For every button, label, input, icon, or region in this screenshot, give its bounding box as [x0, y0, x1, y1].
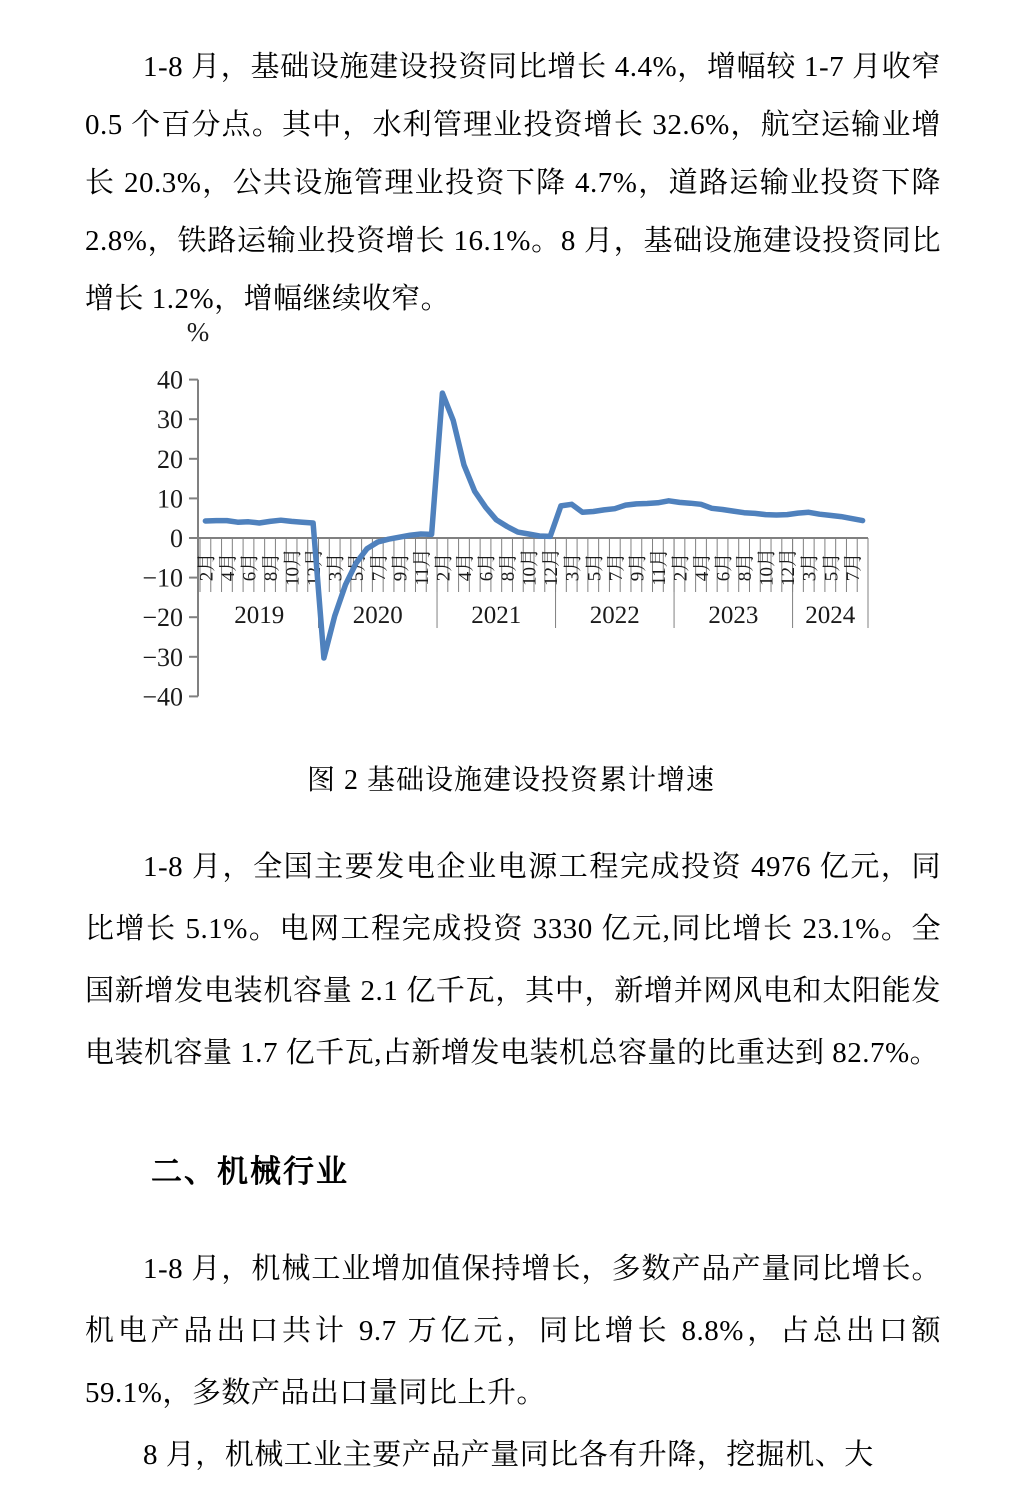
figure-caption: 图 2 基础设施建设投资累计增速 — [306, 765, 715, 796]
section-heading-machinery: 二、机械行业 — [151, 1154, 349, 1189]
svg-text:9月: 9月 — [390, 552, 412, 582]
svg-text:8月: 8月 — [261, 552, 283, 582]
svg-text:30: 30 — [157, 405, 183, 435]
svg-text:11月: 11月 — [648, 548, 670, 586]
svg-text:6月: 6月 — [239, 552, 261, 582]
svg-text:−20: −20 — [142, 603, 183, 633]
svg-text:10月: 10月 — [756, 547, 778, 587]
svg-text:5月: 5月 — [347, 552, 369, 582]
svg-text:12月: 12月 — [778, 547, 800, 587]
svg-text:0: 0 — [170, 524, 183, 553]
svg-text:6月: 6月 — [476, 552, 498, 582]
svg-text:5月: 5月 — [821, 552, 843, 582]
svg-text:−40: −40 — [142, 682, 183, 712]
svg-text:2月: 2月 — [196, 552, 218, 582]
svg-text:5月: 5月 — [584, 552, 606, 582]
svg-text:4月: 4月 — [692, 552, 713, 582]
svg-text:20: 20 — [157, 444, 183, 474]
svg-text:2022: 2022 — [589, 602, 640, 629]
svg-text:12月: 12月 — [304, 547, 326, 587]
svg-text:3月: 3月 — [799, 552, 821, 582]
svg-text:2023: 2023 — [708, 602, 759, 629]
svg-text:10: 10 — [157, 484, 183, 514]
svg-text:2024: 2024 — [805, 602, 856, 629]
svg-text:10月: 10月 — [282, 547, 304, 587]
svg-text:2019: 2019 — [234, 602, 285, 629]
svg-text:10月: 10月 — [519, 547, 541, 587]
svg-text:11月: 11月 — [411, 548, 433, 586]
svg-text:8月: 8月 — [498, 552, 520, 582]
svg-text:2月: 2月 — [670, 552, 692, 582]
paragraph-machinery-overview: 1-8 月，机械工业增加值保持增长，多数产品产量同比增长。机电产品出口共计 9.7 万亿元，同比增长 8.8%，占总出口额 59.1%，多数产品出口量同比上升。 — [85, 1253, 941, 1409]
paragraph-infrastructure-investment: 1-8 月，基础设施建设投资同比增长 4.4%，增幅较 1-7 月收窄 0.5 个百分点。其中，水利管理业投资增长 32.6%，航空运输业增长 20.3%，公共设施管理业投资下降 4.7%，道路运输业投资下降 2.8%，铁路运输业投资增长 16.1%。8 月，基础设施建设投资同比增长 1.2%，增幅继续收窄。 — [85, 51, 941, 315]
paragraph-power-investment: 1-8 月，全国主要发电企业电源工程完成投资 4976 亿元，同比增长 5.1%。电网工程完成投资 3330 亿元,同比增长 23.1%。全国新增发电装机容量 2.1 亿千瓦，其中，新增并网风电和太阳能发电装机容量 1.7 亿千瓦,占新增发电装机总容量的比重达到 82.7%。 — [85, 851, 941, 1069]
svg-text:2月: 2月 — [433, 552, 455, 582]
line-chart-svg — [130, 300, 890, 715]
svg-text:9月: 9月 — [627, 552, 649, 582]
paragraph-machinery-products: 8 月，机械工业主要产品产量同比各有升降，挖掘机、大 — [143, 1439, 874, 1471]
svg-text:4月: 4月 — [217, 552, 239, 582]
svg-text:3月: 3月 — [325, 552, 347, 582]
svg-text:40: 40 — [157, 365, 183, 395]
svg-text:−30: −30 — [142, 642, 183, 672]
svg-text:−10: −10 — [142, 563, 183, 593]
svg-text:2021: 2021 — [471, 602, 522, 629]
svg-text:12月: 12月 — [541, 547, 563, 587]
svg-text:%: % — [186, 317, 210, 347]
svg-text:7月: 7月 — [368, 552, 390, 582]
svg-text:7月: 7月 — [842, 552, 864, 582]
svg-text:6月: 6月 — [713, 552, 735, 582]
svg-text:4月: 4月 — [454, 552, 476, 582]
line-chart-infrastructure-growth — [130, 300, 890, 715]
svg-text:7月: 7月 — [605, 552, 627, 582]
svg-text:2020: 2020 — [352, 602, 403, 629]
svg-text:3月: 3月 — [562, 552, 584, 582]
svg-text:8月: 8月 — [735, 552, 757, 582]
